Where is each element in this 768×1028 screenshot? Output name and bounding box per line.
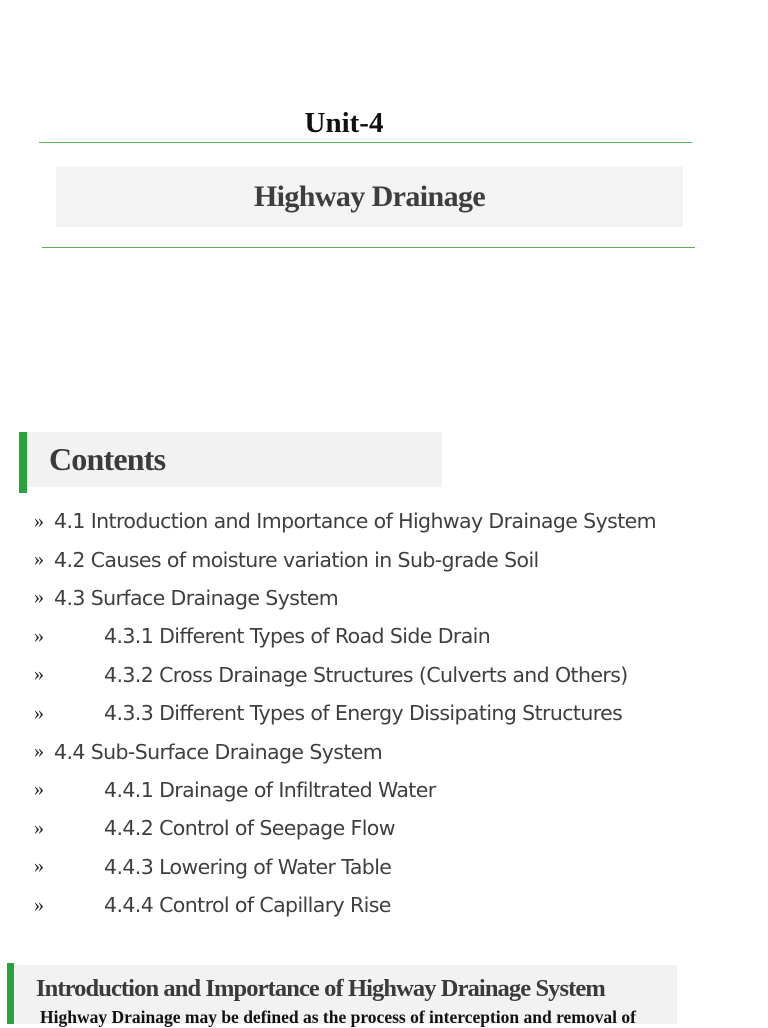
title-divider-top [39,142,692,143]
toc-item-label: 4.3.2 Cross Drainage Structures (Culverts and Others) [104,662,628,687]
unit-title: Unit-4 [304,107,384,139]
toc-bullet: » [34,816,44,839]
toc-bullet: » [34,624,44,647]
toc-item [34,694,764,732]
toc-bullet: » [34,740,44,763]
toc-item-label: 4.2 Causes of moisture variation in Sub-grade Soil [54,547,539,572]
toc-item-label: 4.3 Surface Drainage System [54,585,339,610]
toc-item-label: 4.1 Introduction and Importance of Highway Drainage System [54,509,657,534]
toc-item-label: 4.4.1 Drainage of Infiltrated Water [104,777,436,802]
intro-accent-bar [7,963,14,1024]
toc-bullet: » [34,778,44,801]
toc-item-label: 4.4.4 Control of Capillary Rise [104,893,391,918]
intro-body-text: Highway Drainage may be defined as the process of interception and removal of [40,1007,636,1027]
toc-item-label: 4.3.1 Different Types of Road Side Drain [104,624,491,649]
toc-item [34,886,764,924]
toc-item [34,732,764,770]
toc-bullet: » [34,548,44,571]
table-of-contents [34,502,764,924]
title-divider-bottom [42,247,695,248]
toc-bullet: » [34,586,44,609]
subtitle-banner [56,167,683,227]
toc-bullet: » [34,509,44,532]
toc-item [34,617,764,655]
toc-item [34,579,764,617]
toc-bullet: » [34,855,44,878]
toc-item-label: 4.4.2 Control of Seepage Flow [104,816,395,841]
toc-item-label: 4.4 Sub-Surface Drainage System [54,739,383,764]
toc-item-label: 4.3.3 Different Types of Energy Dissipating Structures [104,701,623,726]
contents-heading: Contents [49,441,166,477]
toc-item [34,540,764,578]
toc-item [34,656,764,694]
toc-bullet: » [34,663,44,686]
toc-bullet: » [34,893,44,916]
toc-item [34,502,764,540]
toc-item [34,771,764,809]
toc-item [34,848,764,886]
toc-item [34,809,764,847]
toc-item-label: 4.4.3 Lowering of Water Table [104,854,392,879]
contents-accent-bar [19,432,27,493]
intro-heading: Introduction and Importance of Highway Drainage System [36,975,605,1002]
document-subtitle: Highway Drainage [253,180,486,213]
toc-bullet: » [34,701,44,724]
